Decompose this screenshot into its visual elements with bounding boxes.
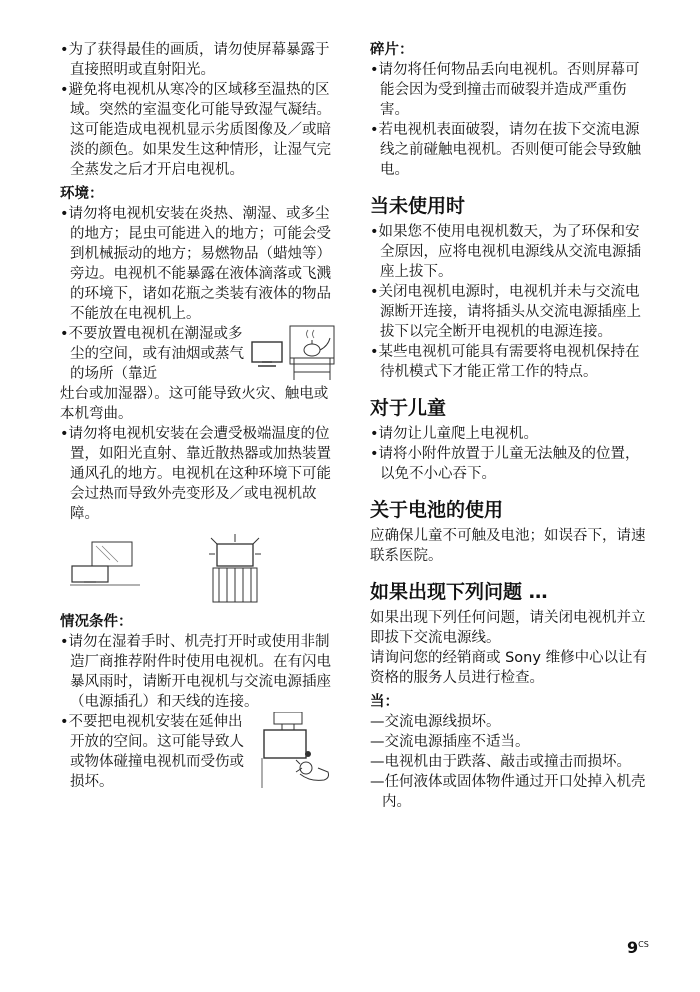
page-number: $9^{CS}$ (627, 938, 649, 957)
page-suffix: CS (638, 940, 649, 949)
dealer-text: 请询问您的经销商或 Sony 维修中心以让有资格的服务人员进行检查。 (370, 650, 648, 686)
tv-in-sunlight-illustration-icon (70, 538, 140, 588)
debris-heading: 碎片： (370, 42, 414, 58)
tv-damaged-item: —电视机由于跌落、敲击或撞击而损坏。 (370, 754, 631, 770)
children-heading: 对于儿童 (370, 397, 447, 419)
power-off-bullet: •关闭电视机电源时，电视机并未与交流电源断开连接，请将插头从交流电源插座上拔下以完全断开电视机的电源连接。 (370, 284, 641, 340)
conditions-heading: 情况条件： (60, 614, 133, 630)
battery-heading: 关于电池的使用 (370, 499, 504, 521)
temperature-illustrations (60, 532, 338, 606)
when-unused-heading: 当未使用时 (370, 195, 466, 217)
picture-quality-bullet: •为了获得最佳的画质，请勿使屏幕暴露于直接照明或直射阳光。 (60, 42, 330, 78)
tv-near-stove-illustration-icon (250, 324, 338, 384)
condensation-bullet: •避免将电视机从寒冷的区域移至温热的区域。突然的室温变化可能导致湿气凝结。这可能造成电视机显示劣质图像及／或暗淡的颜色。如果发生这种情形，让湿气完全蒸发之后才开启电视机。 (60, 82, 331, 178)
right-column (370, 40, 650, 812)
problem-heading: 如果出现下列问题 … (370, 581, 548, 603)
battery-text: 应确保儿童不可触及电池；如误吞下，请速联系医院。 (370, 528, 646, 564)
cord-damaged-item: —交流电源线损坏。 (370, 714, 501, 730)
humid-dusty-bullet-start: •不要放置电视机在潮湿或多尘的空间，或有油烟或蒸气的场所（靠近 (60, 326, 244, 382)
humid-dusty-block (60, 324, 338, 424)
environment-heading: 环境： (60, 186, 104, 202)
broken-surface-bullet: •若电视机表面破裂，请勿在拔下交流电源线之前碰触电视机。否则便可能会导致触电。 (370, 122, 641, 178)
wet-hands-bullet: •请勿在湿着手时、机壳打开时或使用非制造厂商推荐附件时使用电视机。在有闪电暴风雨时，请断开电视机与交流电源插座（电源插孔）和天线的连接。 (60, 634, 331, 710)
child-under-wall-tv-illustration-icon (260, 712, 336, 790)
when-heading: 当： (370, 694, 399, 710)
left-column (60, 40, 338, 796)
liquid-object-item: —任何液体或固体物件通过开口处掉入机壳内。 (370, 774, 646, 810)
installation-location-bullet: •请勿将电视机安装在炎热、潮湿、或多尘的地方；昆虫可能进入的地方；可能会受到机械振动的地方；易燃物品（蜡烛等）旁边。电视机不能暴露在液体滴落或飞溅的环境下，诸如花瓶之类装有液体的物品不能放在电视机上。 (60, 206, 331, 322)
unplug-bullet: •如果您不使用电视机数天，为了环保和安全原因，应将电视机电源线从交流电源插座上拔下。 (370, 224, 641, 280)
no-climbing-bullet: •请勿让儿童爬上电视机。 (370, 426, 539, 442)
throw-objects-bullet: •请勿将任何物品丢向电视机。否则屏幕可能会因为受到撞击而破裂并造成严重伤害。 (370, 62, 640, 118)
standby-bullet: •某些电视机可能具有需要将电视机保持在待机模式下才能正常工作的特点。 (370, 344, 640, 380)
extreme-temperature-bullet: •请勿将电视机安装在会遭受极端温度的位置，如阳光直射、靠近散热器或加热装置通风孔的地方。电视机在这种环境下可能会过热而导致外壳变形及／或电视机故障。 (60, 426, 331, 522)
open-space-block (60, 712, 338, 796)
open-space-bullet: •不要把电视机安装在延伸出开放的空间。这可能导致人或物体碰撞电视机而受伤或损坏。 (60, 714, 244, 790)
problem-text: 如果出现下列任何问题，请关闭电视机并立即拔下交流电源线。 (370, 610, 646, 646)
outlet-unsuitable-item: —交流电源插座不适当。 (370, 734, 530, 750)
small-accessories-bullet: •请将小附件放置于儿童无法触及的位置，以免不小心吞下。 (370, 446, 640, 482)
tv-near-heater-illustration-icon (205, 532, 265, 606)
humid-dusty-bullet-end: 灶台或加湿器）。这可能导致火灾、触电或本机弯曲。 (60, 386, 329, 422)
